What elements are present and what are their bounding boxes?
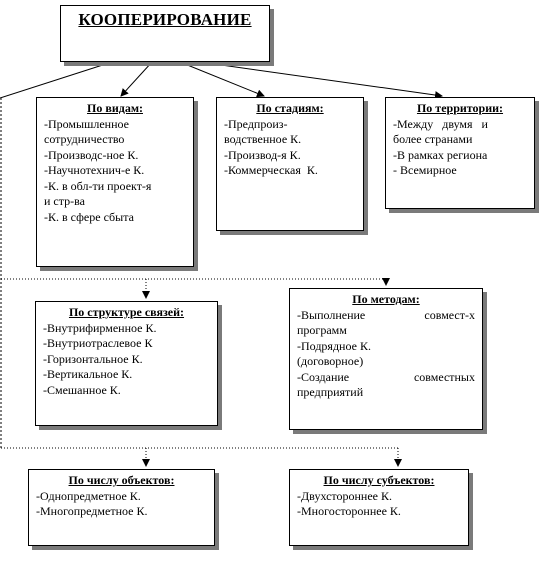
- box-by-territory: [385, 97, 535, 209]
- box-item: программ: [297, 323, 347, 337]
- box-title: По видам:: [87, 101, 143, 115]
- box-item: -Научнотехнич-е К.: [44, 163, 145, 177]
- box-by-stage: [216, 97, 364, 231]
- box-item: -В рамках региона: [393, 147, 488, 162]
- box-item: -Многостороннее К.: [297, 504, 401, 518]
- box-item: -Производс-ное К.: [44, 147, 139, 162]
- box-title: По стадиям:: [256, 101, 324, 115]
- box-item: -К. в обл-ти проект-я: [44, 178, 152, 193]
- box-item: -Коммерческая К.: [224, 163, 318, 177]
- box-item: -Промышленное: [44, 116, 129, 131]
- arrow-to-by-stage: [180, 62, 264, 96]
- box-item: -Предпроиз-: [224, 116, 288, 131]
- box-item: -Производ-я К.: [224, 147, 301, 162]
- box-item: -Внутриотраслевое К: [43, 336, 153, 350]
- box-by-links: [35, 301, 218, 426]
- box-title: По территории:: [416, 101, 504, 115]
- box-item: -Горизонтальное К.: [43, 351, 143, 366]
- box-by-methods: [289, 288, 483, 430]
- box-item: и стр-ва: [44, 194, 85, 208]
- box-item: -Внутрифирменное К.: [43, 320, 157, 335]
- box-item: -Однопредметное К.: [36, 488, 141, 503]
- box-title: По методам:: [352, 292, 420, 306]
- box-title: По числу субъектов:: [323, 473, 435, 487]
- main-box: [60, 5, 270, 62]
- box-item: предприятий: [297, 385, 364, 399]
- box-item: -Создание совместных: [297, 369, 475, 384]
- box-item: -Смешанное К.: [43, 382, 121, 397]
- box-item: -Вертикальное К.: [43, 367, 133, 381]
- box-item: (договорное): [297, 354, 364, 368]
- arrow-to-by-territory: [200, 62, 442, 96]
- box-item: -К. в сфере сбыта: [44, 209, 134, 224]
- box-by-subjects: [289, 469, 469, 546]
- box-title: По структуре связей:: [68, 305, 185, 319]
- side-branch-line: [0, 62, 112, 98]
- box-item: сотрудничество: [44, 132, 125, 146]
- box-item: -Многопредметное К.: [36, 504, 148, 518]
- box-item: - Всемирное: [393, 163, 457, 177]
- box-title: По числу объектов:: [68, 473, 175, 487]
- main-title: КООПЕРИРОВАНИЕ: [78, 10, 252, 29]
- box-item: -Двухстороннее К.: [297, 488, 393, 503]
- box-by-type: [36, 97, 194, 267]
- box-item: -Выполнение совмест-х: [297, 307, 475, 322]
- box-by-objects: [28, 469, 215, 546]
- box-item: более странами: [393, 132, 473, 146]
- box-item: -Между двумя и: [393, 116, 488, 131]
- box-item: водственное К.: [224, 132, 302, 146]
- box-item: -Подрядное К.: [297, 338, 371, 353]
- arrow-to-by-type: [121, 62, 152, 96]
